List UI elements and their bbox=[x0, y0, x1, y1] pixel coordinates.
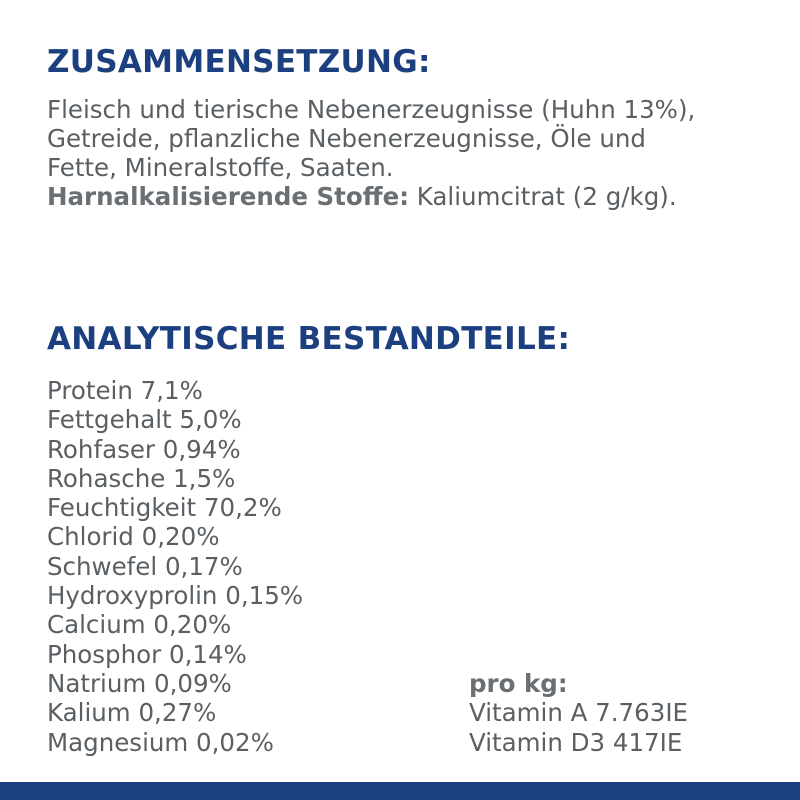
analytical-item: Fettgehalt 5,0% bbox=[47, 405, 242, 435]
vitamin-item: Vitamin A 7.763IE bbox=[469, 698, 689, 728]
analytical-item: Calcium 0,20% bbox=[47, 610, 232, 640]
vitamin-item: Vitamin D3 417IE bbox=[469, 727, 683, 757]
composition-line: Fleisch und tierische Nebenerzeugnisse (Huhn 13%), bbox=[47, 95, 696, 124]
analytical-item: Kalium 0,27% bbox=[47, 698, 217, 728]
per-kg-block bbox=[469, 669, 688, 757]
analytical-heading: ANALYTISCHE BESTANDTEILE: bbox=[47, 321, 571, 357]
per-kg-label: pro kg: bbox=[469, 669, 568, 698]
composition-line: Fette, Mineralstoffe, Saaten. bbox=[47, 153, 394, 182]
analytical-item: Protein 7,1% bbox=[47, 376, 203, 405]
composition-heading: ZUSAMMENSETZUNG: bbox=[47, 44, 431, 80]
composition-text bbox=[47, 95, 787, 211]
analytical-item: Feuchtigkeit 70,2% bbox=[47, 493, 282, 523]
composition-line: Getreide, pflanzliche Nebenerzeugnisse, Öle und bbox=[47, 124, 646, 153]
analytical-item: Rohfaser 0,94% bbox=[47, 434, 241, 464]
analytical-item: Schwefel 0,17% bbox=[47, 551, 243, 581]
analytical-item: Rohasche 1,5% bbox=[47, 463, 236, 493]
analytical-item: Natrium 0,09% bbox=[47, 668, 232, 698]
analytical-list bbox=[47, 376, 303, 757]
analytical-item: Hydroxyprolin 0,15% bbox=[47, 581, 304, 611]
analytical-item: Phosphor 0,14% bbox=[47, 639, 247, 669]
alkalizing-label: Harnalkalisierende Stoffe: bbox=[47, 182, 409, 211]
bottom-color-bar bbox=[0, 782, 800, 800]
analytical-item: Magnesium 0,02% bbox=[47, 727, 274, 757]
analytical-item: Chlorid 0,20% bbox=[47, 522, 220, 552]
alkalizing-line bbox=[47, 182, 787, 211]
alkalizing-value: Kaliumcitrat (2 g/kg). bbox=[409, 182, 677, 211]
